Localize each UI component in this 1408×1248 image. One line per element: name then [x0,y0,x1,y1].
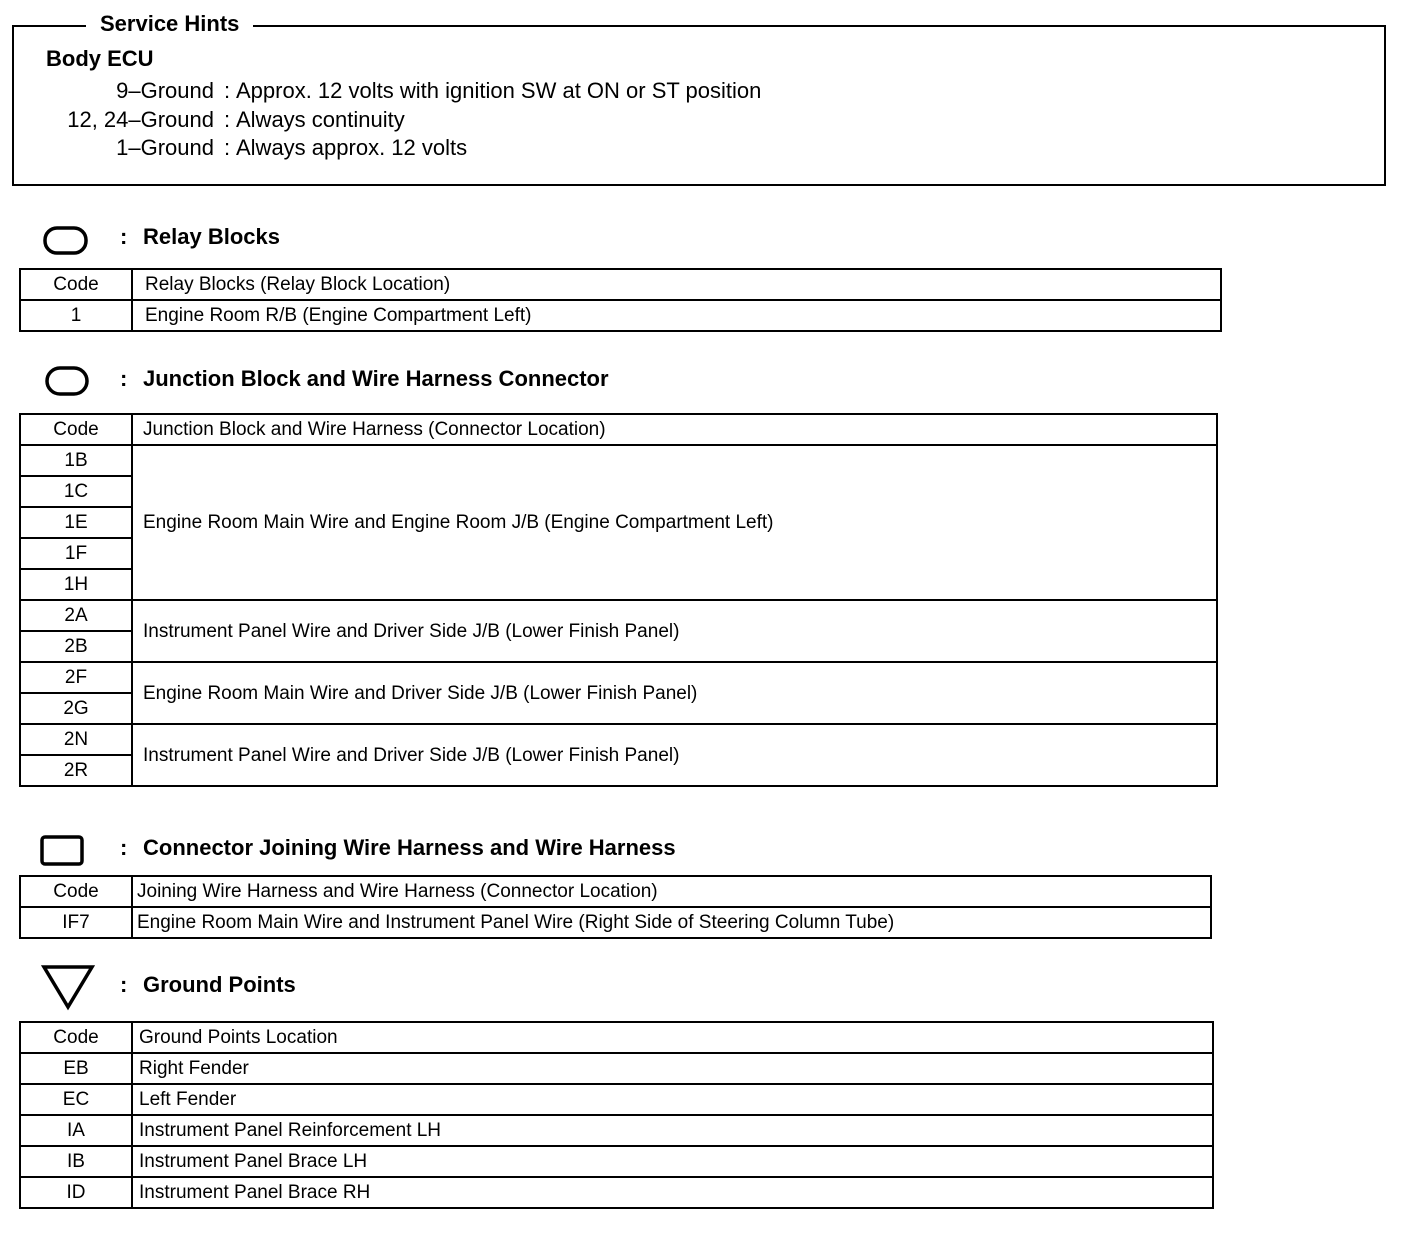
code-header: Code [20,1022,132,1053]
code-cell: 1F [20,538,132,569]
code-cell: IF7 [20,907,132,938]
location-cell: Right Fender [132,1053,1213,1084]
table-row [20,724,1217,755]
hint-row [0,134,1400,162]
code-cell: 2R [20,755,132,786]
table-row [20,600,1217,631]
table-row [20,1084,1213,1115]
code-header: Code [20,269,132,300]
hint-terminals: 9–Ground [116,78,214,103]
square-icon [40,835,86,867]
location-cell: Left Fender [132,1084,1213,1115]
code-cell: 2F [20,662,132,693]
joining-connectors-title: Connector Joining Wire Harness and Wire Harness [143,835,676,860]
hint-terminals: 1–Ground [116,135,214,160]
junction-blocks-heading [0,364,1400,396]
code-header: Code [20,876,132,907]
location-cell: Engine Room Main Wire and Engine Room J/B (Engine Compartment Left) [132,445,1217,600]
location-header: Junction Block and Wire Harness (Connector Location) [132,414,1217,445]
location-cell: Instrument Panel Wire and Driver Side J/B (Lower Finish Panel) [132,724,1217,786]
code-cell: 2G [20,693,132,724]
code-cell: 1E [20,507,132,538]
oval-icon [45,365,91,397]
hint-row [0,106,1400,134]
junction-blocks-table [19,413,1218,787]
table-row [20,1115,1213,1146]
relay-blocks-heading [0,222,1400,254]
hint-description: Approx. 12 volts with ignition SW at ON or ST position [236,78,762,103]
code-cell: ID [20,1177,132,1208]
ground-points-table [19,1021,1214,1209]
heading-colon: : [120,835,128,860]
location-cell: Instrument Panel Wire and Driver Side J/B (Lower Finish Panel) [132,600,1217,662]
table-header-row [20,1022,1213,1053]
joining-connectors-table [19,875,1212,939]
location-cell: Engine Room Main Wire and Instrument Panel Wire (Right Side of Steering Column Tube) [132,907,1211,938]
table-header-row [20,269,1221,300]
table-header-row [20,414,1217,445]
code-cell: 2N [20,724,132,755]
code-cell: IA [20,1115,132,1146]
table-row [20,907,1211,938]
location-cell: Instrument Panel Brace LH [132,1146,1213,1177]
joining-connectors-heading [0,833,1400,865]
relay-blocks-table [19,268,1222,332]
hint-colon: : [224,107,231,132]
heading-colon: : [120,366,128,391]
heading-colon: : [120,224,128,249]
code-cell: IB [20,1146,132,1177]
table-row [20,1053,1213,1084]
code-cell: 1 [20,300,132,331]
table-row [20,1146,1213,1177]
hint-description: Always approx. 12 volts [236,135,468,160]
ground-points-title: Ground Points [143,972,296,997]
code-cell: 1B [20,445,132,476]
service-hints-title: Service Hints [86,10,253,38]
ground-points-heading [0,970,1400,1002]
hint-description: Always continuity [236,107,405,132]
component-title: Body ECU [46,46,154,71]
code-cell: 2B [20,631,132,662]
hint-colon: : [224,135,231,160]
table-header-row [20,876,1211,907]
hint-row [0,77,1400,105]
relay-blocks-title: Relay Blocks [143,224,280,249]
location-header: Relay Blocks (Relay Block Location) [132,269,1221,300]
hint-colon: : [224,78,231,103]
location-header: Joining Wire Harness and Wire Harness (Connector Location) [132,876,1211,907]
location-cell: Instrument Panel Reinforcement LH [132,1115,1213,1146]
table-row [20,662,1217,693]
location-header: Ground Points Location [132,1022,1213,1053]
junction-blocks-title: Junction Block and Wire Harness Connector [143,366,609,391]
location-cell: Engine Room Main Wire and Driver Side J/B (Lower Finish Panel) [132,662,1217,724]
triangle-down-icon [41,964,97,1014]
rounded-rectangle-icon [43,224,89,256]
hint-terminals: 12, 24–Ground [67,107,214,132]
code-cell: 1H [20,569,132,600]
code-cell: EC [20,1084,132,1115]
heading-colon: : [120,972,128,997]
table-row [20,445,1217,476]
code-cell: 2A [20,600,132,631]
location-cell: Instrument Panel Brace RH [132,1177,1213,1208]
location-cell: Engine Room R/B (Engine Compartment Left) [132,300,1221,331]
table-row [20,300,1221,331]
code-cell: 1C [20,476,132,507]
code-cell: EB [20,1053,132,1084]
code-header: Code [20,414,132,445]
table-row [20,1177,1213,1208]
